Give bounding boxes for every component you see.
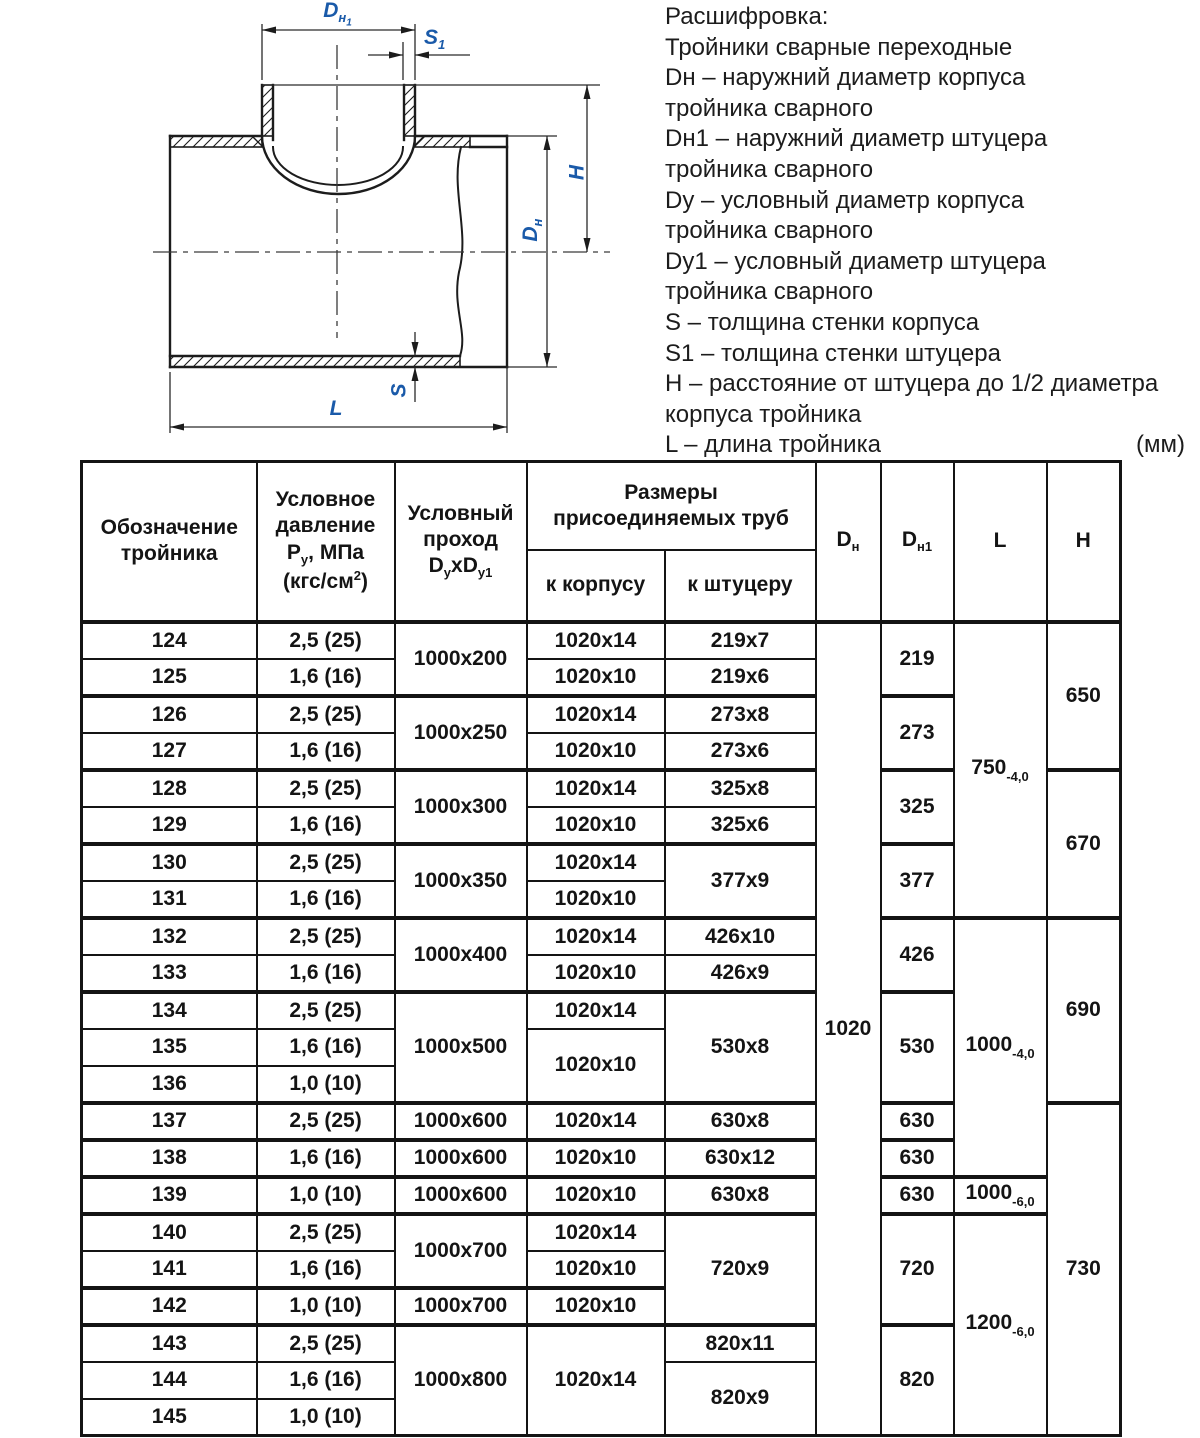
- legend-line: Тройники сварные переходные: [665, 33, 1013, 61]
- cell-dn1: 426: [881, 918, 954, 992]
- table-row: [82, 622, 1121, 659]
- cell-to-stub: 325x6: [665, 807, 816, 844]
- cell-designation: 142: [82, 1288, 257, 1325]
- cell-to-body: 1020x10: [527, 1251, 665, 1288]
- spec-table: [80, 460, 1122, 1437]
- cell-dn1: 630: [881, 1103, 954, 1140]
- cell-to-stub: 377x9: [665, 844, 816, 918]
- cell-pressure: 1,6 (16): [257, 733, 395, 770]
- cell-pressure: 1,0 (10): [257, 1066, 395, 1103]
- tee-section-drawing: [0, 0, 660, 455]
- cell-designation: 136: [82, 1066, 257, 1103]
- cell-dn1: 325: [881, 770, 954, 844]
- cell-pressure: 2,5 (25): [257, 844, 395, 881]
- cell-length: $750_{-4,0}$: [954, 622, 1047, 918]
- cell-dn1: 820: [881, 1325, 954, 1436]
- legend: [665, 2, 1195, 461]
- table-row: [82, 1177, 1121, 1214]
- header-pressure: Условное давление $P_у$, МПа $(кгс/см^2)$: [257, 462, 395, 622]
- cell-bore: 1000x700: [395, 1214, 527, 1288]
- cell-height: 730: [1047, 1103, 1121, 1436]
- cell-pressure: 1,6 (16): [257, 1140, 395, 1177]
- cell-pressure: 1,6 (16): [257, 807, 395, 844]
- cell-to-stub: 219x6: [665, 659, 816, 696]
- cell-pressure: 1,6 (16): [257, 659, 395, 696]
- table-row: [82, 918, 1121, 955]
- cell-to-body: 1020x10: [527, 733, 665, 770]
- cell-designation: 141: [82, 1251, 257, 1288]
- cell-to-stub: 325x8: [665, 770, 816, 807]
- cell-designation: 131: [82, 881, 257, 918]
- cell-to-body: 1020x14: [527, 1103, 665, 1140]
- cell-to-body: 1020x10: [527, 1288, 665, 1325]
- cell-to-body: 1020x14: [527, 1325, 665, 1436]
- cell-designation: 126: [82, 696, 257, 733]
- legend-line: S – толщина стенки корпуса: [665, 308, 980, 336]
- legend-line: тройника сварного: [665, 155, 874, 183]
- cell-pressure: 2,5 (25): [257, 696, 395, 733]
- cell-to-stub: 219x7: [665, 622, 816, 659]
- cell-to-body: 1020x14: [527, 622, 665, 659]
- cell-pressure: 2,5 (25): [257, 918, 395, 955]
- cell-designation: 125: [82, 659, 257, 696]
- cell-pressure: 1,0 (10): [257, 1399, 395, 1436]
- cell-designation: 144: [82, 1362, 257, 1399]
- cell-dn1: 630: [881, 1140, 954, 1177]
- dim-label-h: H: [565, 164, 589, 181]
- legend-line: Dн1 – наружний диаметр штуцера: [665, 125, 1048, 153]
- legend-line: L – длина тройника: [665, 431, 881, 459]
- units-note: (мм): [1136, 431, 1185, 458]
- cell-to-body: 1020x10: [527, 1140, 665, 1177]
- table-row: [82, 1214, 1121, 1251]
- cell-designation: 129: [82, 807, 257, 844]
- cell-to-stub: 630x8: [665, 1103, 816, 1140]
- legend-line: тройника сварного: [665, 94, 874, 122]
- cell-height: 690: [1047, 918, 1121, 1103]
- cell-bore: 1000x250: [395, 696, 527, 770]
- cell-designation: 130: [82, 844, 257, 881]
- cell-pressure: 1,0 (10): [257, 1288, 395, 1325]
- dim-label-dn: $D_н$: [518, 218, 546, 242]
- cell-pressure: 2,5 (25): [257, 770, 395, 807]
- legend-line: корпуса тройника: [665, 400, 862, 428]
- cell-pressure: 1,6 (16): [257, 1362, 395, 1399]
- cell-bore: 1000x600: [395, 1140, 527, 1177]
- cell-to-body: 1020x10: [527, 1177, 665, 1214]
- cell-to-stub: 820x9: [665, 1362, 816, 1436]
- cell-to-stub: 273x6: [665, 733, 816, 770]
- cell-pressure: 2,5 (25): [257, 992, 395, 1029]
- cell-dn: 1020: [816, 622, 881, 1436]
- dim-label-dn1: $D_{н_1}$: [323, 0, 352, 29]
- cell-pressure: 1,0 (10): [257, 1177, 395, 1214]
- cell-length: $1000_{-6,0}$: [954, 1177, 1047, 1214]
- cell-designation: 143: [82, 1325, 257, 1362]
- cell-to-body: 1020x10: [527, 1029, 665, 1103]
- cell-designation: 138: [82, 1140, 257, 1177]
- dim-label-s: S: [387, 383, 411, 398]
- cell-to-stub: 530x8: [665, 992, 816, 1103]
- cell-pressure: 1,6 (16): [257, 1251, 395, 1288]
- cell-bore: 1000x350: [395, 844, 527, 918]
- cell-to-stub: 273x8: [665, 696, 816, 733]
- cell-to-stub: 720x9: [665, 1214, 816, 1325]
- cell-to-stub: 820x11: [665, 1325, 816, 1362]
- dim-label-s1: $S_1$: [424, 26, 446, 53]
- legend-line: тройника сварного: [665, 217, 874, 245]
- header-designation: Обозначение тройника: [82, 462, 257, 622]
- cell-pressure: 1,6 (16): [257, 1029, 395, 1066]
- cell-pressure: 1,6 (16): [257, 881, 395, 918]
- cell-bore: 1000x600: [395, 1103, 527, 1140]
- cell-designation: 134: [82, 992, 257, 1029]
- header-length: L: [954, 462, 1047, 622]
- cell-to-body: 1020x10: [527, 807, 665, 844]
- cell-dn1: 219: [881, 622, 954, 696]
- cell-to-body: 1020x14: [527, 918, 665, 955]
- cell-bore: 1000x400: [395, 918, 527, 992]
- cell-designation: 132: [82, 918, 257, 955]
- cell-designation: 139: [82, 1177, 257, 1214]
- legend-line: H – расстояние от штуцера до 1/2 диаметра: [665, 370, 1159, 398]
- cell-dn1: 720: [881, 1214, 954, 1325]
- legend-line: тройника сварного: [665, 278, 874, 306]
- cell-designation: 135: [82, 1029, 257, 1066]
- cell-designation: 133: [82, 955, 257, 992]
- header-to-stub: к штуцеру: [665, 550, 816, 622]
- cell-designation: 145: [82, 1399, 257, 1436]
- cell-dn1: 630: [881, 1177, 954, 1214]
- cell-bore: 1000x200: [395, 622, 527, 696]
- legend-line: Dн – наружний диаметр корпуса: [665, 64, 1026, 92]
- cell-height: 670: [1047, 770, 1121, 918]
- cell-bore: 1000x700: [395, 1288, 527, 1325]
- cell-bore: 1000x800: [395, 1325, 527, 1436]
- cell-dn1: 273: [881, 696, 954, 770]
- cell-to-body: 1020x10: [527, 955, 665, 992]
- cell-to-body: 1020x10: [527, 659, 665, 696]
- cell-bore: 1000x600: [395, 1177, 527, 1214]
- header-bore: Условный проход $D_уxD_{у1}$: [395, 462, 527, 622]
- cell-designation: 128: [82, 770, 257, 807]
- cell-pressure: 2,5 (25): [257, 1325, 395, 1362]
- cell-length: $1200_{-6,0}$: [954, 1214, 1047, 1436]
- cell-to-body: 1020x14: [527, 844, 665, 881]
- cell-designation: 127: [82, 733, 257, 770]
- cell-length: $1000_{-4,0}$: [954, 918, 1047, 1177]
- cell-pressure: 2,5 (25): [257, 622, 395, 659]
- cell-to-stub: 630x12: [665, 1140, 816, 1177]
- cell-dn1: 530: [881, 992, 954, 1103]
- header-dn: $D_н$: [816, 462, 881, 622]
- cell-to-body: 1020x14: [527, 696, 665, 733]
- cell-to-stub: 426x10: [665, 918, 816, 955]
- cell-designation: 140: [82, 1214, 257, 1251]
- cell-dn1: 377: [881, 844, 954, 918]
- legend-line: Dу1 – условный диаметр штуцера: [665, 247, 1046, 275]
- legend-title: Расшифровка:: [665, 3, 829, 30]
- cell-bore: 1000x300: [395, 770, 527, 844]
- legend-line: S1 – толщина стенки штуцера: [665, 339, 1001, 367]
- cell-to-body: 1020x10: [527, 881, 665, 918]
- cell-to-body: 1020x14: [527, 992, 665, 1029]
- cell-to-body: 1020x14: [527, 1214, 665, 1251]
- legend-line: Dу – условный диаметр корпуса: [665, 186, 1025, 214]
- header-pipes-group: Размеры присоединяемых труб: [527, 462, 816, 550]
- tee-drawing: [0, 0, 660, 455]
- dim-label-l: L: [329, 397, 343, 420]
- header-height: H: [1047, 462, 1121, 622]
- cell-designation: 124: [82, 622, 257, 659]
- header-to-body: к корпусу: [527, 550, 665, 622]
- cell-to-body: 1020x14: [527, 770, 665, 807]
- header-dn1: $D_{н1}$: [881, 462, 954, 622]
- cell-bore: 1000x500: [395, 992, 527, 1103]
- cell-pressure: 1,6 (16): [257, 955, 395, 992]
- cell-pressure: 2,5 (25): [257, 1214, 395, 1251]
- cell-designation: 137: [82, 1103, 257, 1140]
- cell-to-stub: 630x8: [665, 1177, 816, 1214]
- cell-to-stub: 426x9: [665, 955, 816, 992]
- cell-pressure: 2,5 (25): [257, 1103, 395, 1140]
- cell-height: 650: [1047, 622, 1121, 770]
